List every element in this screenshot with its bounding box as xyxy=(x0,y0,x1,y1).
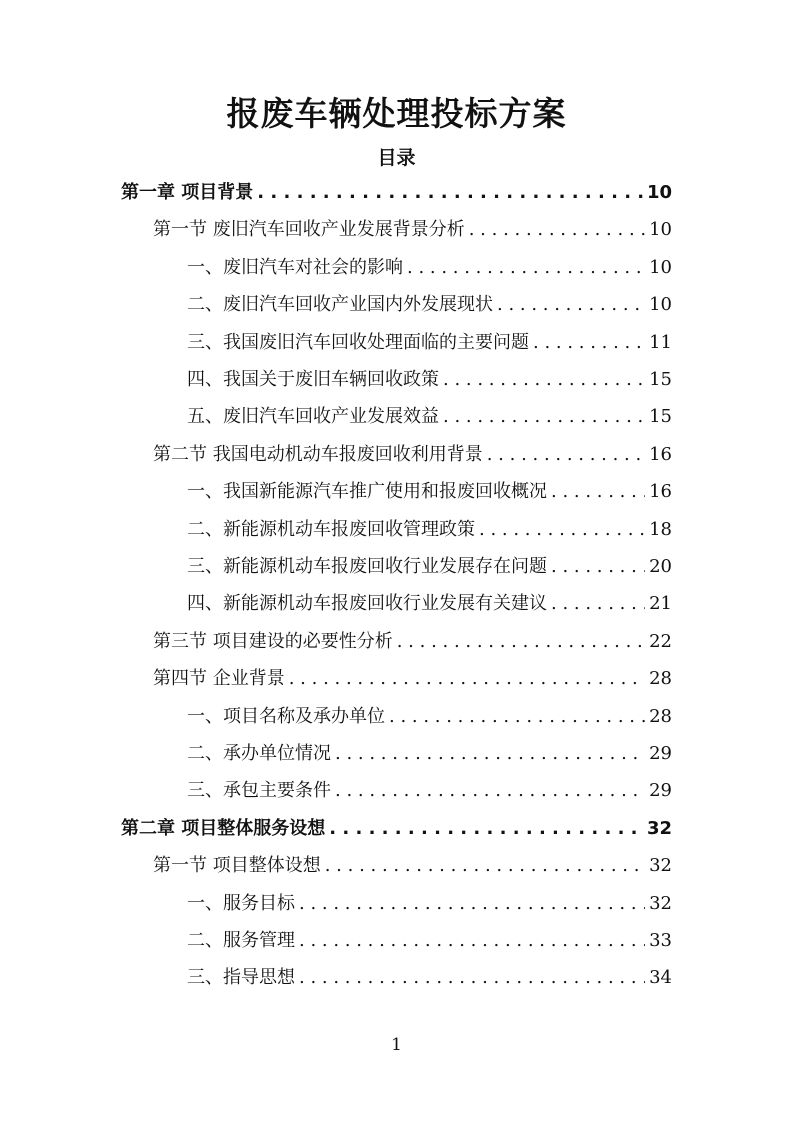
toc-subsection-entry[interactable] xyxy=(187,963,672,993)
toc-section-entry[interactable] xyxy=(153,664,672,694)
toc-entry-label: 四、新能源机动车报废回收行业发展有关建议 xyxy=(187,593,547,615)
toc-entry-label: 第一节 废旧汽车回收产业发展背景分析 xyxy=(153,219,465,241)
toc-dot-leader xyxy=(299,889,645,919)
toc-entry-label: 第四节 企业背景 xyxy=(153,668,285,690)
toc-dot-leader xyxy=(497,290,645,320)
toc-entry-label: 一、项目名称及承办单位 xyxy=(187,705,385,727)
toc-entry-label: 三、指导思想 xyxy=(187,967,295,989)
toc-entry-label: 三、我国废旧汽车回收处理面临的主要问题 xyxy=(187,331,529,353)
toc-dot-leader xyxy=(335,776,645,806)
toc-entry-label: 三、新能源机动车报废回收行业发展存在问题 xyxy=(187,556,547,577)
toc-entry-page: 18 xyxy=(649,518,672,540)
toc-entry-label: 二、新能源机动车报废回收管理政策 xyxy=(187,518,475,540)
toc-dot-leader xyxy=(325,851,645,881)
toc-entry-page: 32 xyxy=(646,817,672,839)
toc-dot-leader xyxy=(397,627,645,657)
toc-entry-page: 32 xyxy=(649,855,672,877)
toc-subsection-entry[interactable] xyxy=(187,739,672,769)
toc-subsection-entry[interactable] xyxy=(187,477,672,507)
toc-dot-leader xyxy=(533,328,645,358)
toc-subsection-entry[interactable] xyxy=(187,328,672,358)
toc-entry-label: 二、废旧汽车回收产业国内外发展现状 xyxy=(187,294,493,316)
toc-entry-page: 20 xyxy=(649,556,672,577)
toc-subsection-entry[interactable] xyxy=(187,365,672,395)
toc-entry-page: 16 xyxy=(649,481,672,503)
toc-entry-page: 29 xyxy=(649,780,672,802)
toc-section-entry[interactable] xyxy=(153,851,672,881)
toc-entry-label: 一、废旧汽车对社会的影响 xyxy=(187,256,403,278)
toc-subsection-entry[interactable] xyxy=(187,290,672,320)
toc-entry-page: 10 xyxy=(649,256,672,278)
toc-dot-leader xyxy=(299,926,645,956)
toc-subsection-entry[interactable] xyxy=(187,776,672,806)
document-title: 报废车辆处理投标方案 xyxy=(226,94,567,133)
toc-entry-label: 二、服务管理 xyxy=(187,930,295,951)
toc-entry-page: 28 xyxy=(649,705,672,727)
toc-chapter-entry[interactable] xyxy=(121,814,672,844)
toc-dot-leader xyxy=(299,963,645,993)
toc-entry-label: 一、我国新能源汽车推广使用和报废回收概况 xyxy=(187,481,547,503)
toc-entry-label: 第二节 我国电动机动车报废回收利用背景 xyxy=(153,443,483,465)
toc-subsection-entry[interactable] xyxy=(187,589,672,619)
toc-entry-label: 一、服务目标 xyxy=(187,892,295,914)
toc-entry-page: 32 xyxy=(649,892,672,914)
toc-subsection-entry[interactable] xyxy=(187,702,672,732)
toc-entry-page: 33 xyxy=(649,930,672,951)
toc-dot-leader xyxy=(257,178,643,208)
toc-dot-leader xyxy=(407,253,645,283)
toc-chapter-entry[interactable] xyxy=(121,178,672,208)
toc-entry-page: 34 xyxy=(649,967,672,989)
toc-entry-page: 10 xyxy=(649,294,672,316)
toc-subsection-entry[interactable] xyxy=(187,515,672,545)
toc-dot-leader xyxy=(335,739,645,769)
toc-subsection-entry[interactable] xyxy=(187,402,672,432)
toc-dot-leader xyxy=(443,402,645,432)
toc-section-entry[interactable] xyxy=(153,627,672,657)
toc-entry-page: 29 xyxy=(649,743,672,764)
toc-dot-leader xyxy=(469,215,645,245)
toc-dot-leader xyxy=(551,477,645,507)
toc-entry-page: 15 xyxy=(649,406,672,428)
toc-dot-leader xyxy=(289,664,645,694)
toc-entry-label: 三、承包主要条件 xyxy=(187,780,331,802)
toc-entry-page: 22 xyxy=(649,630,672,652)
toc-dot-leader xyxy=(389,702,645,732)
toc-entry-label: 第一节 项目整体设想 xyxy=(153,855,321,877)
toc-dot-leader xyxy=(329,814,643,844)
toc-entry-label: 第一章 项目背景 xyxy=(121,182,254,203)
toc-entry-page: 16 xyxy=(649,443,672,465)
toc-entry-label: 四、我国关于废旧车辆回收政策 xyxy=(187,369,439,390)
toc-dot-leader xyxy=(551,552,645,582)
toc-section-entry[interactable] xyxy=(153,440,672,470)
toc-entry-page: 10 xyxy=(649,219,672,241)
toc-entry-page: 21 xyxy=(649,593,672,615)
toc-subsection-entry[interactable] xyxy=(187,253,672,283)
toc-section-entry[interactable] xyxy=(153,215,672,245)
toc-entry-label: 二、承办单位情况 xyxy=(187,743,331,764)
page-number: 1 xyxy=(391,1035,402,1055)
toc-dot-leader xyxy=(487,440,645,470)
toc-entry-label: 第二章 项目整体服务设想 xyxy=(121,817,326,839)
toc-entry-label: 第三节 项目建设的必要性分析 xyxy=(153,630,393,652)
toc-entry-page: 10 xyxy=(646,182,672,203)
toc-subsection-entry[interactable] xyxy=(187,889,672,919)
toc-entry-page: 11 xyxy=(649,331,672,353)
toc-entry-label: 五、废旧汽车回收产业发展效益 xyxy=(187,406,439,428)
toc-dot-leader xyxy=(551,589,645,619)
toc-subsection-entry[interactable] xyxy=(187,552,672,582)
toc-dot-leader xyxy=(479,515,645,545)
toc-entry-page: 15 xyxy=(649,369,672,390)
toc-dot-leader xyxy=(443,365,645,395)
toc-heading: 目录 xyxy=(377,147,416,169)
toc-subsection-entry[interactable] xyxy=(187,926,672,956)
toc-entry-page: 28 xyxy=(649,668,672,690)
